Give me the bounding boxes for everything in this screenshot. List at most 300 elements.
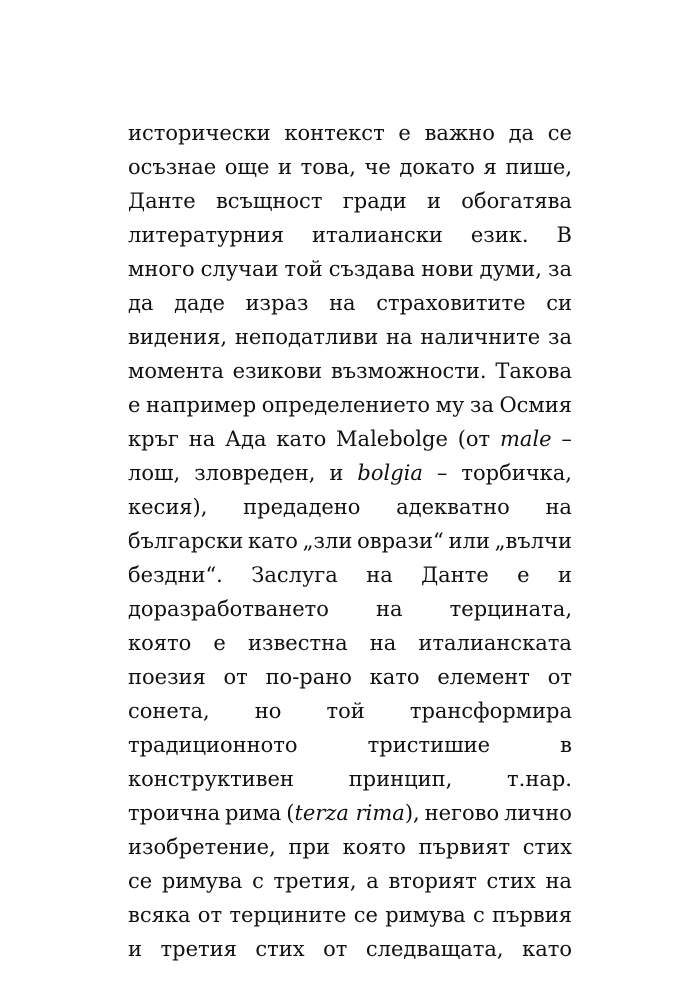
word [128, 864, 152, 898]
text-line [128, 626, 572, 660]
word-text: обогатява [461, 189, 572, 213]
word [370, 626, 397, 660]
word-text: адекватно [396, 495, 510, 519]
word [288, 830, 329, 864]
word [229, 898, 346, 932]
word-text: принцип, [348, 767, 453, 791]
word [128, 388, 140, 422]
word-text: докато [399, 155, 475, 179]
word [557, 218, 572, 252]
word [561, 422, 572, 456]
word-text: ), [404, 801, 420, 825]
text-line [128, 388, 572, 422]
word [420, 320, 540, 354]
word-text: „вълчи [494, 529, 572, 553]
word-text: на [369, 631, 397, 655]
word [418, 626, 572, 660]
word [343, 184, 407, 218]
text-line [128, 320, 572, 354]
word-text: третия [160, 937, 237, 961]
word-text: всяка [128, 903, 191, 927]
word [128, 660, 206, 694]
word [303, 524, 353, 558]
word-text: при [288, 835, 330, 859]
italic-term: terza rima [294, 801, 405, 825]
word-text: се [353, 903, 378, 927]
word [517, 558, 529, 592]
word [128, 932, 142, 966]
word [128, 524, 243, 558]
word [487, 864, 536, 898]
word-text: е [213, 631, 226, 655]
word [522, 932, 572, 966]
word-text: изобретение, [128, 835, 276, 859]
word [499, 388, 572, 422]
word [286, 796, 419, 830]
word [385, 898, 465, 932]
word-text: езикови [232, 359, 323, 383]
word [174, 286, 225, 320]
word-text: че [364, 155, 391, 179]
text-line [128, 558, 572, 592]
word-text: от [223, 665, 248, 689]
word-text: момента [128, 359, 224, 383]
word-text: наличните [420, 325, 541, 349]
word [437, 456, 448, 490]
word-text: на [329, 291, 356, 315]
word [545, 864, 572, 898]
word-text: той [326, 699, 365, 723]
word-text: римува [161, 869, 243, 893]
word-text: на [376, 597, 403, 621]
word [128, 796, 220, 830]
word [421, 558, 489, 592]
word-text: гради [342, 189, 407, 213]
word [396, 490, 510, 524]
word-text: важно [424, 121, 495, 145]
word [492, 898, 572, 932]
text-line [128, 286, 572, 320]
word-text: на [366, 563, 393, 587]
word [128, 592, 329, 626]
word-text: – [436, 461, 448, 485]
word-text: или [448, 529, 490, 553]
word [354, 898, 378, 932]
word-text: и [128, 937, 142, 961]
word [216, 184, 323, 218]
text-line [128, 150, 572, 184]
word-text: известна [248, 631, 348, 655]
word [128, 626, 191, 660]
word-text: първия [492, 903, 572, 927]
text-line [128, 524, 572, 558]
word [128, 320, 227, 354]
word [248, 626, 348, 660]
word [425, 796, 500, 830]
word-text: – [561, 427, 572, 451]
word [262, 388, 430, 422]
word [301, 150, 356, 184]
word [484, 150, 497, 184]
word-text: на [545, 495, 572, 519]
word [399, 150, 474, 184]
word-text: Данте [128, 189, 196, 213]
word-text: да [128, 291, 154, 315]
word [225, 422, 266, 456]
text-line [128, 218, 572, 252]
word-text: Malebolge [336, 427, 448, 451]
word-text: като [247, 529, 298, 553]
word [189, 422, 216, 456]
word-text: възможности. [330, 359, 487, 383]
word [194, 456, 315, 490]
word [246, 286, 309, 320]
word [201, 252, 279, 286]
word [458, 422, 490, 456]
text-line [128, 898, 572, 932]
word [421, 252, 473, 286]
word [558, 558, 572, 592]
word-text: страховитите [376, 291, 526, 315]
word [146, 388, 256, 422]
word-text: видения, [128, 325, 228, 349]
word-text: пише, [505, 155, 572, 179]
word-text: за [547, 257, 572, 281]
word [128, 252, 195, 286]
word-text: да [508, 121, 535, 145]
word [248, 524, 298, 558]
word [410, 694, 572, 728]
word [336, 422, 448, 456]
word [548, 320, 572, 354]
word-text: елемент [437, 665, 530, 689]
word [560, 728, 572, 762]
word-text: Ада [225, 427, 267, 451]
word [509, 116, 534, 150]
word-text: първият [418, 835, 511, 859]
word [331, 354, 487, 388]
word [162, 864, 242, 898]
word-text: се [547, 121, 572, 145]
word [500, 422, 552, 456]
word [425, 116, 495, 150]
word-text: ( [286, 801, 295, 825]
word-text: от [197, 903, 223, 927]
word-text: В [556, 223, 572, 247]
text-line [128, 252, 572, 286]
text-line [128, 490, 572, 524]
word [427, 184, 441, 218]
word-text: традиционното [128, 733, 298, 757]
word-text: сонета, [128, 699, 210, 723]
word-text: негово [424, 801, 500, 825]
word-text: я [483, 155, 497, 179]
word-text: рима [225, 801, 282, 825]
text-line [128, 116, 572, 150]
word [386, 320, 413, 354]
word-text: а [366, 869, 379, 893]
word-text: и [426, 189, 441, 213]
word-text: и [329, 461, 344, 485]
word [128, 150, 216, 184]
word-text: израз [245, 291, 309, 315]
word-text: това, [300, 155, 356, 179]
word [376, 286, 525, 320]
word [365, 150, 391, 184]
word-text: много [128, 257, 195, 281]
word-text: в [560, 733, 572, 757]
word [471, 218, 529, 252]
word-text: вторият [388, 869, 477, 893]
word-text: предадено [243, 495, 361, 519]
word [523, 830, 572, 864]
word-text: и [557, 563, 572, 587]
text-line [128, 422, 572, 456]
word [480, 252, 542, 286]
word [128, 490, 207, 524]
word [495, 354, 572, 388]
word-text: стих [486, 869, 536, 893]
word-text: която [128, 631, 192, 655]
word [278, 150, 292, 184]
word [376, 592, 403, 626]
word-text: е [128, 393, 141, 417]
word-text: троична [128, 801, 221, 825]
word [285, 252, 323, 286]
word-text: т.нар. [507, 767, 572, 791]
word [343, 830, 406, 864]
word [128, 354, 224, 388]
body-text [128, 116, 572, 966]
word-text: кесия), [128, 495, 208, 519]
word-text: е [398, 121, 411, 145]
text-line [128, 184, 572, 218]
word-text: е [517, 563, 530, 587]
word-text: думи, [479, 257, 542, 281]
word [436, 388, 465, 422]
text-line [128, 728, 572, 762]
word [470, 388, 494, 422]
word [548, 116, 572, 150]
word [284, 116, 384, 150]
word [128, 218, 284, 252]
italic-term: bolgia [357, 461, 423, 485]
word-text: Заслуга [251, 563, 338, 587]
word-text: създава [328, 257, 416, 281]
text-line [128, 660, 572, 694]
word-text: исторически [128, 121, 271, 145]
word [128, 694, 210, 728]
word-text: римува [385, 903, 466, 927]
word [255, 932, 304, 966]
word [266, 660, 352, 694]
word-text: но [254, 699, 282, 723]
word-text: за [469, 393, 494, 417]
word [370, 660, 420, 694]
word-text: трансформира [409, 699, 572, 723]
text-line [128, 354, 572, 388]
word [274, 864, 357, 898]
word [357, 456, 422, 490]
word [252, 864, 264, 898]
word [504, 796, 572, 830]
word [548, 252, 572, 286]
word-text: на [386, 325, 413, 349]
word [161, 932, 237, 966]
word-text: осъзнае [128, 155, 217, 179]
text-line [128, 864, 572, 898]
word [450, 592, 572, 626]
word-text: той [284, 257, 323, 281]
word [329, 456, 343, 490]
word [473, 898, 485, 932]
word [128, 830, 276, 864]
italic-term: male [500, 427, 552, 451]
word [128, 558, 223, 592]
word [388, 864, 476, 898]
word [255, 694, 282, 728]
word [243, 490, 360, 524]
word-text: нови [421, 257, 474, 281]
word-text: стих [522, 835, 572, 859]
word-text: (от [457, 427, 491, 451]
word-text: италианската [418, 631, 572, 655]
word [507, 762, 572, 796]
word-text: лично [504, 801, 572, 825]
word-text: контекст [284, 121, 385, 145]
word-text: като [369, 665, 420, 689]
word [128, 116, 271, 150]
word [461, 456, 572, 490]
word [128, 286, 153, 320]
word-text: торбичка, [461, 461, 572, 485]
word-text: на [545, 869, 572, 893]
word [128, 728, 298, 762]
word-text: Данте [421, 563, 489, 587]
word-text: български [128, 529, 244, 553]
word-text: и [278, 155, 292, 179]
word [235, 320, 378, 354]
word [128, 898, 190, 932]
word-text: език. [470, 223, 529, 247]
word [349, 762, 453, 796]
word [128, 762, 294, 796]
word-text: като [276, 427, 327, 451]
word [128, 456, 180, 490]
word [505, 150, 572, 184]
word-text: следващата, [365, 937, 504, 961]
word-text: още [224, 155, 270, 179]
word [225, 150, 270, 184]
word-text: даде [174, 291, 225, 315]
word [224, 660, 248, 694]
word-text: Такова [495, 359, 572, 383]
word-text: с [473, 903, 485, 927]
word-text: лош, [128, 461, 181, 485]
word-text: определението [261, 393, 431, 417]
word [233, 354, 322, 388]
word-text: всъщност [215, 189, 323, 213]
text-line [128, 796, 572, 830]
word-text: литературния [128, 223, 285, 247]
word [128, 184, 196, 218]
word-text: с [252, 869, 264, 893]
word-text: зловреден, [194, 461, 316, 485]
word [368, 728, 490, 762]
word-text: оврази“ [357, 529, 444, 553]
word-text: неподатливи [234, 325, 379, 349]
word [326, 694, 364, 728]
word [548, 660, 572, 694]
word-text: стих [255, 937, 305, 961]
word [495, 524, 572, 558]
word-text: кръг [128, 427, 179, 451]
word-text: терцината, [449, 597, 572, 621]
word [545, 490, 572, 524]
word-text: за [548, 325, 572, 349]
word-text: която [342, 835, 406, 859]
word [357, 524, 444, 558]
word [398, 116, 410, 150]
word [366, 558, 393, 592]
word [461, 184, 572, 218]
word-text: например [146, 393, 257, 417]
word-text: от [547, 665, 572, 689]
word-text: като [522, 937, 572, 961]
word [128, 422, 179, 456]
word-text: Осмия [499, 393, 572, 417]
word-text: конструктивен [128, 767, 294, 791]
text-line [128, 456, 572, 490]
word-text: терцините [229, 903, 347, 927]
word-text: „зли [302, 529, 353, 553]
word [213, 626, 225, 660]
word-text: по-рано [265, 665, 352, 689]
word [437, 660, 530, 694]
word [312, 218, 443, 252]
text-line [128, 762, 572, 796]
word [419, 830, 511, 864]
word-text: на [188, 427, 216, 451]
word-text: се [128, 869, 153, 893]
text-line [128, 694, 572, 728]
word [276, 422, 326, 456]
word [449, 524, 490, 558]
word-text: му [435, 393, 465, 417]
word [225, 796, 281, 830]
word-text: доразработването [128, 597, 329, 621]
word-text: случаи [200, 257, 279, 281]
word [251, 558, 338, 592]
word-text: италиански [312, 223, 443, 247]
word [366, 932, 504, 966]
word-text: третия, [273, 869, 357, 893]
word-text: си [546, 291, 572, 315]
word [366, 864, 379, 898]
word [323, 932, 347, 966]
word [546, 286, 572, 320]
text-line [128, 592, 572, 626]
word-text: тристишие [367, 733, 491, 757]
text-line [128, 932, 572, 966]
word [198, 898, 222, 932]
word [329, 286, 356, 320]
word [329, 252, 415, 286]
text-line [128, 830, 572, 864]
word-text: бездни“. [128, 563, 223, 587]
word-text: от [323, 937, 348, 961]
word-text: поезия [128, 665, 206, 689]
